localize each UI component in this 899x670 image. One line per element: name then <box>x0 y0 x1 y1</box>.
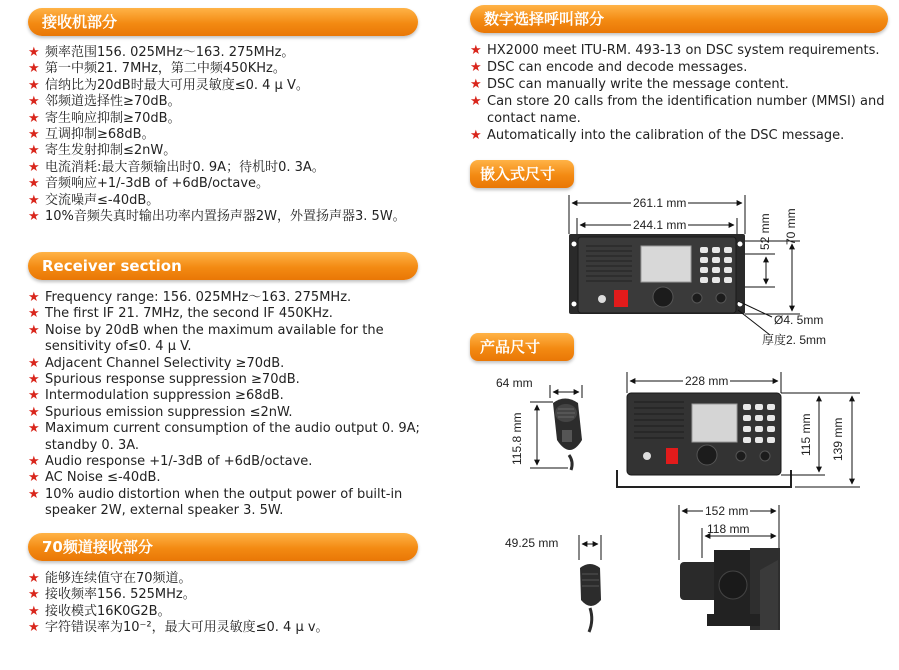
ch70-header: 70频道接收部分 <box>28 533 418 561</box>
receiver-cn-item-text: 第一中频21. 7MHz，第二中频450KHz。 <box>45 61 286 77</box>
star-bullet-icon: ★ <box>470 128 482 143</box>
star-bullet-icon: ★ <box>28 159 40 175</box>
star-bullet-icon: ★ <box>470 43 482 58</box>
star-bullet-icon: ★ <box>28 290 40 305</box>
radio-height: 115 mm <box>799 413 813 456</box>
dsc-item-text: DSC can encode and decode messages. <box>487 60 748 75</box>
embedded-panel-drawing <box>569 234 745 314</box>
receiver-cn-header: 接收机部分 <box>28 8 418 36</box>
embedded-hole: Ø4. 5mm <box>774 313 824 327</box>
dsc-item-text: Automatically into the calibration of the DSC message. <box>487 128 845 143</box>
star-bullet-icon: ★ <box>28 470 40 486</box>
embedded-thickness: 厚度2. 5mm <box>762 333 827 347</box>
dsc-item-text: HX2000 meet ITU-RM. 493-13 on DSC system requirements. <box>487 43 880 58</box>
star-bullet-icon: ★ <box>470 94 482 109</box>
star-bullet-icon: ★ <box>28 603 40 619</box>
product-dim-header: 产品尺寸 <box>470 333 574 361</box>
receiver-en-item-text: Intermodulation suppression ≥68dB. <box>45 388 284 404</box>
star-bullet-icon: ★ <box>28 571 40 586</box>
microphone-front-drawing <box>553 399 582 471</box>
embedded-dim-header: 嵌入式尺寸 <box>470 160 574 188</box>
star-bullet-icon: ★ <box>28 127 40 143</box>
radio-side-drawing <box>680 548 780 630</box>
side-depth-inner: 118 mm <box>707 522 750 536</box>
receiver-en-item-text: Audio response +1/-3dB of +6dB/octave. <box>45 454 313 470</box>
star-bullet-icon: ★ <box>28 192 40 208</box>
embedded-outer-width: 261.1 mm <box>633 196 687 210</box>
receiver-en-item-text: 10% audio distortion when the output power of built-in speaker 2W, external speaker 3. 5W. <box>45 486 403 519</box>
receiver-cn-item-text: 信纳比为20dB时最大可用灵敏度≤0. 4 μ V。 <box>45 77 309 93</box>
receiver-en-item-text: Maximum current consumption of the audio output 0. 9A; standby 0. 3A. <box>45 421 420 453</box>
mic-width: 64 mm <box>496 376 533 390</box>
embedded-inner-height: 52 mm <box>758 213 772 250</box>
star-bullet-icon: ★ <box>28 176 40 192</box>
receiver-en-header: Receiver section <box>28 252 418 280</box>
receiver-cn-item-text: 频率范围156. 025MHz～163. 275MHz。 <box>45 45 295 60</box>
star-bullet-icon: ★ <box>28 77 40 93</box>
microphone-side-drawing <box>580 564 601 632</box>
mic-height: 115.8 mm <box>510 412 524 465</box>
embedded-outer-height: 70 mm <box>784 208 798 245</box>
receiver-en-item-text: Noise by 20dB when the maximum available for the sensitivity of≤0. 4 μ V. <box>45 322 384 355</box>
dsc-header: 数字选择呼叫部分 <box>470 5 888 33</box>
radio-front-drawing <box>617 393 791 487</box>
receiver-cn-item-text: 寄生发射抑制≤2nW。 <box>45 143 177 159</box>
receiver-en-item-text: Spurious response suppression ≥70dB. <box>45 372 300 388</box>
receiver-en-item-text: The first IF 21. 7MHz, the second IF 450KHz. <box>45 306 333 322</box>
star-bullet-icon: ★ <box>28 45 40 60</box>
star-bullet-icon: ★ <box>28 421 40 437</box>
receiver-cn-item-text: 交流噪声≤-40dB。 <box>45 192 160 208</box>
receiver-cn-item-text: 互调抑制≥68dB。 <box>45 127 155 143</box>
receiver-en-item-text: Adjacent Channel Selectivity ≥70dB. <box>45 355 285 371</box>
side-depth-outer: 152 mm <box>705 504 749 518</box>
star-bullet-icon: ★ <box>470 60 482 75</box>
star-bullet-icon: ★ <box>28 61 40 77</box>
dsc-item-text: Can store 20 calls from the identification number (MMSI) and contact name. <box>487 94 885 126</box>
star-bullet-icon: ★ <box>28 322 40 338</box>
star-bullet-icon: ★ <box>28 454 40 470</box>
mic-side-dim-lines <box>579 535 601 560</box>
embedded-inner-width: 244.1 mm <box>633 218 687 232</box>
receiver-cn-item-text: 10%音频失真时输出功率内置扬声器2W，外置扬声器3. 5W。 <box>45 209 406 225</box>
star-bullet-icon: ★ <box>28 388 40 404</box>
star-bullet-icon: ★ <box>28 209 40 225</box>
star-bullet-icon: ★ <box>28 587 40 603</box>
star-bullet-icon: ★ <box>28 94 40 110</box>
bracket-height: 139 mm <box>831 417 845 461</box>
receiver-cn-item-text: 音频响应+1/-3dB of +6dB/octave。 <box>45 176 270 192</box>
mic-depth: 49.25 mm <box>505 536 559 550</box>
star-bullet-icon: ★ <box>470 77 482 92</box>
star-bullet-icon: ★ <box>28 143 40 159</box>
receiver-en-item-text: AC Noise ≤-40dB. <box>45 470 161 486</box>
receiver-en-item-text: Frequency range: 156. 025MHz～163. 275MHz. <box>45 290 352 305</box>
star-bullet-icon: ★ <box>28 486 40 502</box>
ch70-item-text: 字符错误率为10⁻²，最大可用灵敏度≤0. 4 μ v。 <box>45 620 329 636</box>
star-bullet-icon: ★ <box>28 404 40 420</box>
star-bullet-icon: ★ <box>28 306 40 322</box>
star-bullet-icon: ★ <box>28 110 40 126</box>
dsc-item-text: DSC can manually write the message content. <box>487 77 789 92</box>
ch70-item-text: 接收频率156. 525MHz。 <box>45 587 196 603</box>
radio-width: 228 mm <box>685 374 729 388</box>
star-bullet-icon: ★ <box>28 620 40 636</box>
ch70-item-text: 接收模式16K0G2B。 <box>45 603 171 619</box>
star-bullet-icon: ★ <box>28 355 40 371</box>
receiver-cn-item-text: 电流消耗:最大音频输出时0. 9A；待机时0. 3A。 <box>45 159 325 175</box>
receiver-en-item-text: Spurious emission suppression ≤2nW. <box>45 404 293 420</box>
ch70-item-text: 能够连续值守在70频道。 <box>45 571 192 586</box>
star-bullet-icon: ★ <box>28 372 40 388</box>
receiver-cn-item-text: 邻频道选择性≥70dB。 <box>45 94 181 110</box>
receiver-cn-item-text: 寄生响应抑制≥70dB。 <box>45 110 181 126</box>
